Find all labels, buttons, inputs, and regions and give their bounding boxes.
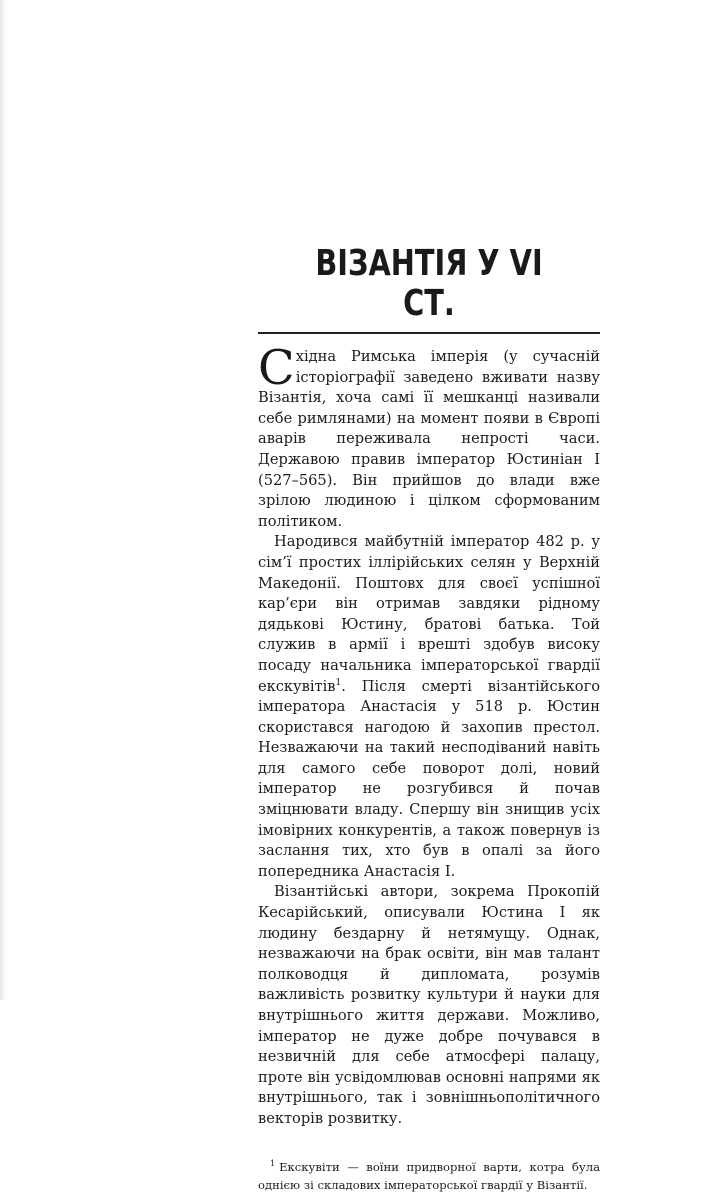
footnote-ref-1[interactable]: 1 xyxy=(335,677,342,688)
footnotes xyxy=(258,1158,600,1194)
title-rule xyxy=(258,332,600,334)
footnote-number: 1 xyxy=(270,1158,276,1168)
paragraph-2-text-a: Народився майбутній імператор 482 р. у сім’ї простих іллірійських селян у Верхній Македонії. Поштовх для своєї успішної кар’єри він отримав завдяки рідному дядькові Юстину, братові батька. Той служив в армії і врешті здобув високу посаду начальника імператорської гвардії екскувітів xyxy=(258,533,600,695)
paragraph-2 xyxy=(258,532,600,882)
drop-cap: С xyxy=(258,340,295,396)
paragraph-3-text: Візантійські автори, зокрема Прокопій Кесарійський, описували Юстина I як людину бездарну й нетямущу. Однак, незважаючи на брак освіти, він мав талант полководця й дипломата, розумів важливість розвитку культури й науки для внутрішнього життя держави. Можливо, імператор не дуже добре почувався в незвичній для себе атмосфері палацу, проте він усвідомлював основні напрями як внутрішнього, так і зовнішньополітичного векторів розвитку. xyxy=(258,883,600,1127)
page-content xyxy=(258,244,600,1194)
footnote-1 xyxy=(258,1158,600,1194)
chapter-title: ВІЗАНТІЯ У VI СТ. xyxy=(315,243,543,324)
paragraph-2-text-b: . Після смерті візантійського імператора Анастасія у 518 р. Юстин скористався нагодою й захопив престол. Незважаючи на такий несподіваний навіть для самого себе поворот долі, новий імператор не розгубився й почав зміцнювати владу. Спершу він знищив усіх імовірних конкурентів, а також повернув із заслання тих, хто був в опалі за його попередника Анастасія I. xyxy=(258,677,600,880)
paragraph-3 xyxy=(258,882,600,1129)
scan-edge-shadow xyxy=(0,0,6,1000)
paragraph-1-text: хідна Римська імперія (у сучасній історіографії заведено вживати назву Візантія, хоча самі її мешканці називали себе римлянами) на момент появи в Європі аварів переживала непрості часи. Державою правив імператор Юстиніан I (527–565). Він прийшов до влади вже зрілою людиною і цілком сформованим політиком. xyxy=(258,348,600,530)
footnote-text: Екскувіти — воїни придворної варти, котра була однією зі складових імператорської гвардії у Візантії. xyxy=(258,1159,600,1192)
paragraph-1 xyxy=(258,340,600,532)
